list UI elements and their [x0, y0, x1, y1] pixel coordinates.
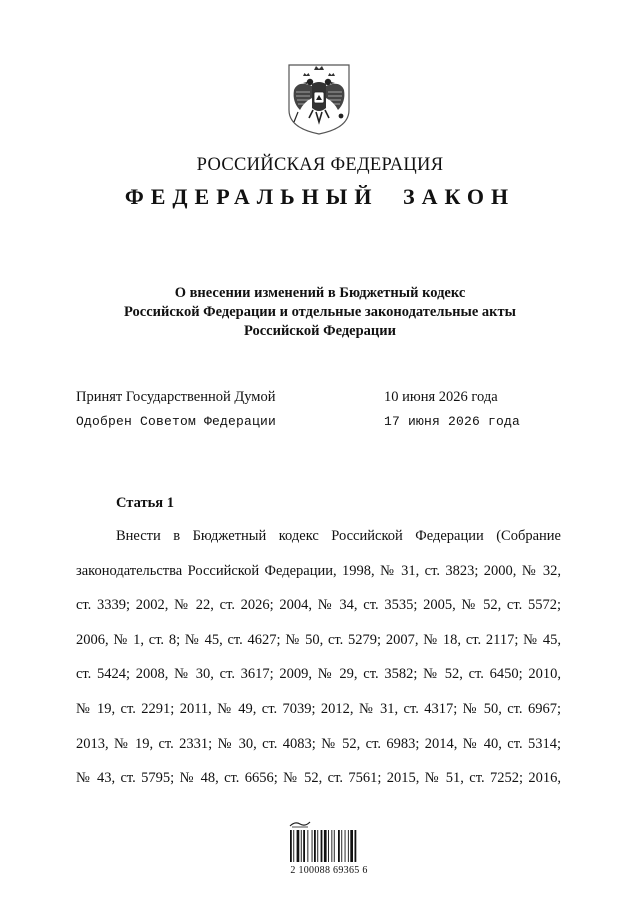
adopted-by-duma-label: Принят Государственной Думой — [76, 389, 276, 405]
law-title-line: Российской Федерации — [243, 323, 396, 339]
coat-of-arms-icon — [286, 62, 352, 136]
article-line: ст. 3339; 2002, № 22, ст. 2026; 2004, № 34, ст. 3535; 2005, № 52, ст. 5572; — [76, 597, 561, 614]
article-heading: Статья 1 — [116, 495, 174, 511]
approved-by-council-label: Одобрен Советом Федерации — [76, 414, 277, 429]
article-line: ст. 5424; 2008, № 30, ст. 3617; 2009, № 29, ст. 3582; № 52, ст. 6450; 2010, — [76, 666, 561, 683]
barcode-number: 2 100088 69365 6 — [290, 865, 368, 876]
adopted-by-duma-date: 10 июня 2026 года — [384, 389, 498, 405]
approved-by-council-date: 17 июня 2026 года — [384, 414, 521, 429]
law-title-line: О внесении изменений в Бюджетный кодекс — [174, 285, 466, 301]
article-line: Внести в Бюджетный кодекс Российской Федерации (Собрание — [116, 528, 561, 544]
article-line: 2006, № 1, ст. 8; № 45, ст. 4627; № 50, ст. 5279; 2007, № 18, ст. 2117; № 45, — [76, 631, 561, 648]
article-line: № 43, ст. 5795; № 48, ст. 6656; № 52, ст. 7561; 2015, № 51, ст. 7252; 2016, — [76, 770, 561, 787]
document-type: ФЕДЕРАЛЬНЫЙ ЗАКОН — [124, 184, 516, 209]
article-line: 2013, № 19, ст. 2331; № 30, ст. 4083; № 52, ст. 6983; 2014, № 40, ст. 5314; — [76, 735, 561, 752]
barcode-icon — [289, 830, 367, 862]
law-title — [0, 284, 640, 341]
article-body — [76, 522, 561, 799]
document-barcode — [279, 820, 379, 880]
law-title-line: Российской Федерации и отдельные законодательные акты — [124, 304, 516, 320]
stamp-mark-icon — [289, 820, 311, 828]
country-name: РОССИЙСКАЯ ФЕДЕРАЦИЯ — [196, 155, 444, 175]
article-line: законодательства Российской Федерации, 1998, № 31, ст. 3823; 2000, № 32, — [76, 562, 561, 579]
article-line: № 19, ст. 2291; 2011, № 49, ст. 7039; 2012, № 31, ст. 4317; № 50, ст. 6967; — [76, 700, 561, 717]
